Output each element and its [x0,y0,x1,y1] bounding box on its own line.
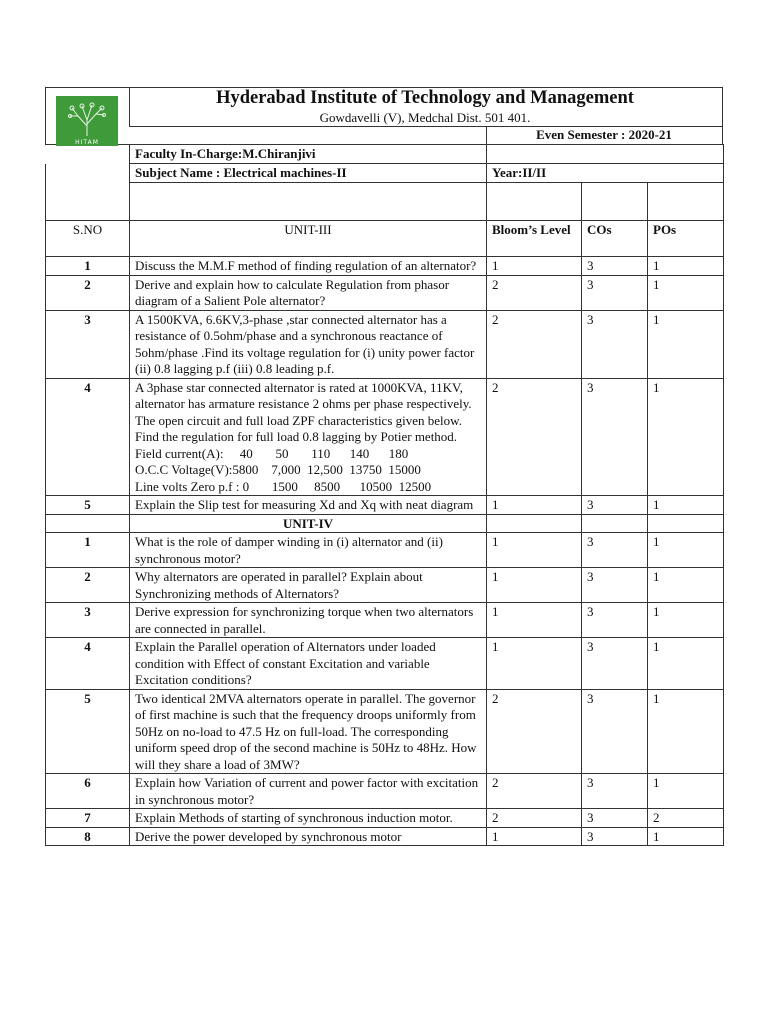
question-text [130,310,487,378]
question-body: Why alternators are operated in parallel? Explain about Synchronizing methods of Alternators? [135,569,423,601]
co-value: 3 [582,257,648,276]
col-pos: POs [648,221,724,257]
question-number: 8 [46,827,130,846]
question-number: 2 [46,275,130,310]
co-value: 3 [582,638,648,690]
subject-name: Subject Name : Electrical machines-II [130,164,487,183]
table-row [46,827,724,846]
unit4-label: UNIT-IV [130,514,487,533]
question-text [130,638,487,690]
question-number: 3 [46,603,130,638]
table-row [46,689,724,774]
table-row [46,257,724,276]
question-table [45,144,724,846]
po-value: 1 [648,638,724,690]
blooms-level-value: 2 [487,774,582,809]
blooms-level-value: 1 [487,827,582,846]
po-value: 1 [648,275,724,310]
po-value: 1 [648,378,724,496]
table-row [46,568,724,603]
column-header-row [46,221,724,257]
blooms-level-value: 1 [487,257,582,276]
co-value: 3 [582,568,648,603]
co-value: 3 [582,310,648,378]
blooms-level-value: 2 [487,378,582,496]
question-text [130,774,487,809]
question-body: Explain how Variation of current and power factor with excitation in synchronous motor? [135,775,479,807]
blank-row [46,183,724,221]
question-number: 3 [46,310,130,378]
hitam-logo [56,96,118,146]
co-value: 3 [582,774,648,809]
co-value: 3 [582,809,648,828]
semester-label: Even Semester : 2020-21 [536,127,672,142]
table-row [46,774,724,809]
question-body: Explain Methods of starting of synchronous induction motor. [135,810,453,825]
question-number: 1 [46,257,130,276]
question-text [130,275,487,310]
table-row [46,809,724,828]
po-value: 1 [648,568,724,603]
po-value: 1 [648,310,724,378]
blooms-level-value: 1 [487,568,582,603]
blooms-level-value: 2 [487,275,582,310]
faculty-row [46,145,724,164]
question-body: What is the role of damper winding in (i) alternator and (ii) synchronous motor? [135,534,443,566]
po-value: 1 [648,827,724,846]
data-line: O.C.C Voltage(V):5800 7,000 12,500 13750 15000 [135,462,421,477]
co-value: 3 [582,827,648,846]
po-value: 1 [648,496,724,515]
data-line: Field current(A): 40 50 110 140 180 [135,445,409,461]
data-line: Line volts Zero p.f : 0 1500 8500 10500 12500 [135,478,432,494]
question-body: A 1500KVA, 6.6KV,3-phase ,star connected alternator has a resistance of 0.5ohm/phase and a synchronous reactance of 5ohm/phase .Find its voltage regulation for (i) unity power factor (ii) 0.8 lagging p.f (iii) 0.8 leading p.f. [135,311,475,376]
co-value: 3 [582,378,648,496]
table-row [46,638,724,690]
blooms-level-value: 2 [487,809,582,828]
question-text [130,257,487,276]
col-sno: S.NO [46,221,130,257]
institute-name: Hyderabad Institute of Technology and Management [216,88,634,108]
table-row [46,310,724,378]
question-number: 6 [46,774,130,809]
table-row [46,533,724,568]
table-row [46,603,724,638]
po-value: 2 [648,809,724,828]
question-body: Discuss the M.M.F method of finding regulation of an alternator? [135,258,477,273]
question-number: 5 [46,496,130,515]
question-body: Explain the Parallel operation of Alternators under loaded condition with Effect of constant Excitation and variable Excitation conditions? [135,639,436,687]
question-text [130,603,487,638]
question-number: 1 [46,533,130,568]
co-value: 3 [582,275,648,310]
co-value: 3 [582,603,648,638]
unit4-header-row [46,514,724,533]
question-text [130,378,487,496]
question-body: Explain the Slip test for measuring Xd and Xq with neat diagram [135,497,474,512]
question-number: 2 [46,568,130,603]
co-value: 3 [582,689,648,774]
co-value: 3 [582,496,648,515]
table-row [46,275,724,310]
blooms-level-value: 1 [487,496,582,515]
question-number: 5 [46,689,130,774]
col-unit3: UNIT-III [130,221,487,257]
blooms-level-value: 1 [487,638,582,690]
po-value: 1 [648,533,724,568]
col-cos: COs [582,221,648,257]
blooms-level-value: 2 [487,689,582,774]
po-value: 1 [648,689,724,774]
subject-row [46,164,724,183]
question-text [130,568,487,603]
question-number: 4 [46,638,130,690]
blooms-level-value: 1 [487,533,582,568]
year-label: Year:II/II [487,164,724,183]
question-number: 7 [46,809,130,828]
table-row [46,378,724,496]
col-blooms-level: Bloom’s Level [487,221,582,257]
question-text [130,809,487,828]
po-value: 1 [648,257,724,276]
po-value: 1 [648,603,724,638]
institute-address: Gowdavelli (V), Medchal Dist. 501 401. [319,110,531,125]
table-row [46,496,724,515]
tree-logo-icon [56,96,118,146]
po-value: 1 [648,774,724,809]
faculty-in-charge: Faculty In-Charge:M.Chiranjivi [130,145,487,164]
question-body: Derive the power developed by synchronous motor [135,828,402,844]
question-text [130,827,487,846]
question-body: Derive expression for synchronizing torque when two alternators are connected in parallel. [135,604,474,636]
question-number: 4 [46,378,130,496]
question-text [130,689,487,774]
question-text [130,533,487,568]
question-body: Two identical 2MVA alternators operate in parallel. The governor of first machine is such that the frequency droops uniformly from 50Hz on no-load to 47.5 Hz on full-load. The corresponding uniform speed drop of the second machine is 50Hz to 48Hz. How will they share a load of 3MW? [135,690,477,772]
blooms-level-value: 2 [487,310,582,378]
question-body: A 3phase star connected alternator is rated at 1000KVA, 11KV, alternator has armature resistance 2 ohms per phase respectively. The open circuit and full load ZPF characteristics given below. Find the regulation for full load 0.8 lagging by Potier method. [135,379,472,444]
logo-text: HITAM [75,139,99,146]
question-text [130,496,487,515]
question-body: Derive and explain how to calculate Regulation from phasor diagram of a Salient Pole alternator? [135,276,450,308]
blooms-level-value: 1 [487,603,582,638]
co-value: 3 [582,533,648,568]
